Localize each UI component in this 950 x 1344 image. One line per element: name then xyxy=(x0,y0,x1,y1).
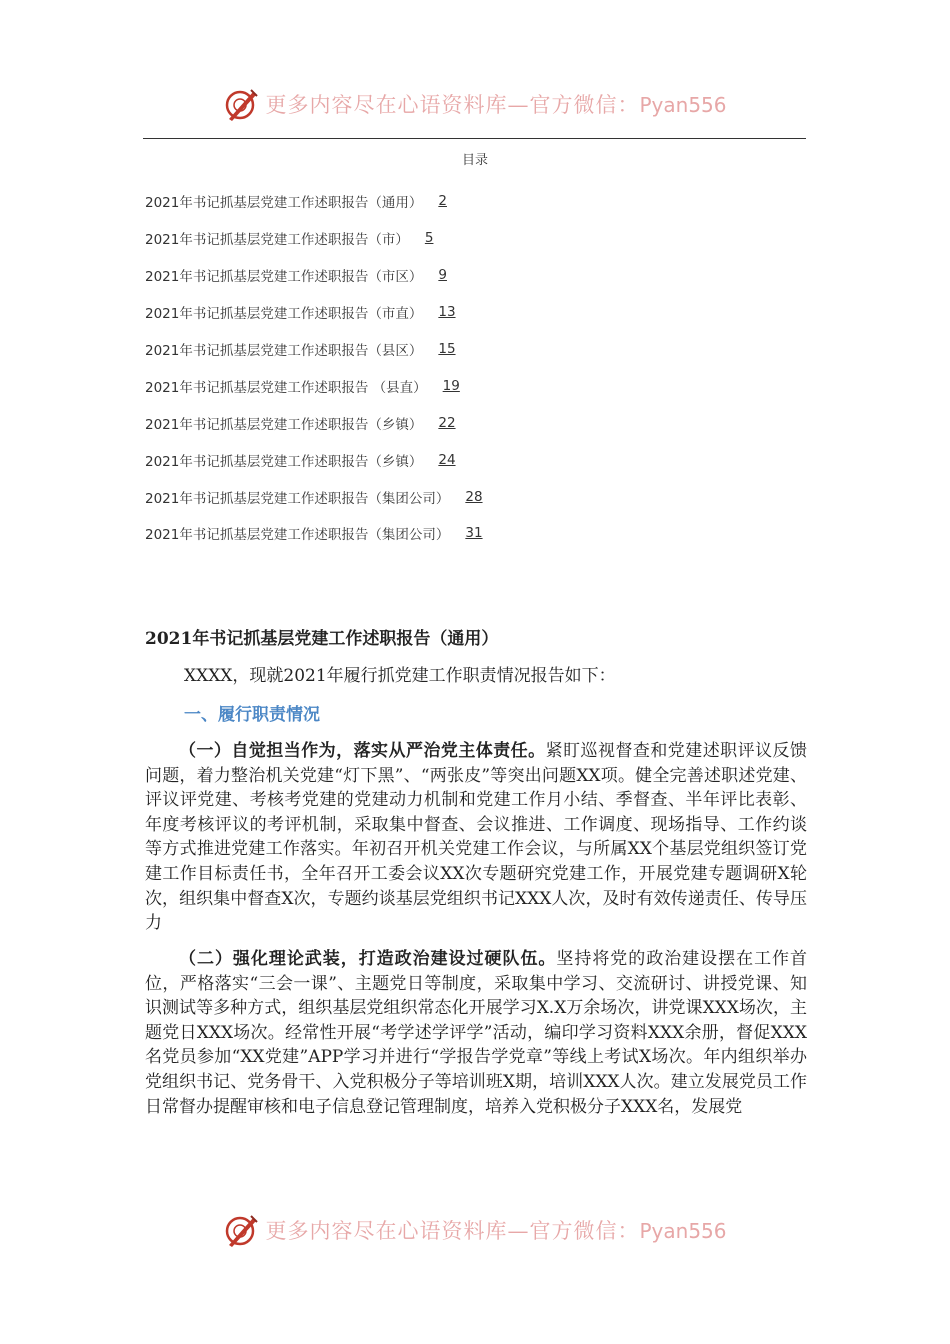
document-title: 2021年书记抓基层党建工作述职报告（通用） xyxy=(145,629,499,649)
toc-page-link[interactable]: 22 xyxy=(438,414,456,431)
header-divider xyxy=(143,138,806,139)
toc-page-link[interactable]: 19 xyxy=(442,377,460,394)
table-of-contents xyxy=(145,183,483,552)
toc-item[interactable] xyxy=(145,404,483,441)
banner-text: 更多内容尽在心语资料库—官方微信：Pyan556 xyxy=(265,1219,727,1243)
banner-wechat-id: Pyan556 xyxy=(639,1219,727,1243)
header-banner xyxy=(0,82,950,126)
toc-item[interactable] xyxy=(145,257,483,294)
toc-page-link[interactable]: 31 xyxy=(465,525,483,542)
toc-item[interactable] xyxy=(145,515,483,552)
toc-page-link[interactable]: 2 xyxy=(438,193,447,210)
toc-item[interactable] xyxy=(145,183,483,220)
toc-item-label: 2021年书记抓基层党建工作述职报告（集团公司） xyxy=(145,490,450,507)
toc-item-label: 2021年书记抓基层党建工作述职报告（市区） xyxy=(145,269,423,286)
toc-item[interactable] xyxy=(145,294,483,331)
toc-item-label: 2021年书记抓基层党建工作述职报告（市直） xyxy=(145,306,423,323)
toc-page-link[interactable]: 28 xyxy=(465,488,483,505)
section-heading: 一、履行职责情况 xyxy=(184,705,320,725)
footer-banner xyxy=(0,1208,950,1252)
paragraph-lead: （一）自觉担当作为，落实从严治党主体责任。 xyxy=(179,741,546,761)
banner-text: 更多内容尽在心语资料库—官方微信：Pyan556 xyxy=(265,93,727,117)
toc-item-label: 2021年书记抓基层党建工作述职报告（集团公司） xyxy=(145,527,450,544)
toc-item[interactable] xyxy=(145,441,483,478)
toc-item[interactable] xyxy=(145,478,483,515)
toc-item-label: 2021年书记抓基层党建工作述职报告 （县直） xyxy=(145,379,427,396)
banner-wechat-id: Pyan556 xyxy=(639,93,727,117)
paragraph-lead: （二）强化理论武装，打造政治建设过硬队伍。 xyxy=(179,949,557,969)
toc-item[interactable] xyxy=(145,220,483,257)
toc-page-link[interactable]: 5 xyxy=(424,230,434,247)
toc-page-link[interactable]: 13 xyxy=(438,304,456,321)
paragraph-text: 坚持将党的政治建设摆在工作首位，严格落实“三会一课”、主题党日等制度，采取集中学习、交流研讨、讲授党课、知识测试等多种方式，组织基层党组织常态化开展学习X.X万余场次，讲党课XXX场次，主题党日XXX场次。经常性开展“考学述学评学”活动，编印学习资料XXX余册，督促XXX名党员参加“XX党建”APP学习并进行“学报告学党章”等线上考试X场次。年内组织举办党组织书记、党务骨干、入党积极分子等培训班X期，培训XXX人次。建立发展党员工作日常督办提醒审核和电子信息登记管理制度，培养入党积极分子XXX名，发展党 xyxy=(145,949,808,1117)
toc-item-label: 2021年书记抓基层党建工作述职报告（通用） xyxy=(145,195,423,212)
toc-item-label: 2021年书记抓基层党建工作述职报告（乡镇） xyxy=(145,416,423,433)
body-paragraph xyxy=(145,739,807,936)
toc-page-link[interactable]: 9 xyxy=(438,267,447,284)
toc-item-label: 2021年书记抓基层党建工作述职报告（乡镇） xyxy=(145,453,423,470)
intro-paragraph: XXXX，现就2021年履行抓党建工作职责情况报告如下： xyxy=(184,666,616,686)
toc-item[interactable] xyxy=(145,367,483,404)
pen-circle-logo-icon xyxy=(223,1212,259,1248)
toc-item-label: 2021年书记抓基层党建工作述职报告（县区） xyxy=(145,343,423,359)
toc-page-link[interactable]: 24 xyxy=(438,451,456,468)
toc-title: 目录 xyxy=(461,153,488,168)
toc-page-link[interactable]: 15 xyxy=(438,341,456,357)
toc-item-label: 2021年书记抓基层党建工作述职报告（市） xyxy=(145,232,409,249)
body-paragraph xyxy=(145,947,807,1119)
paragraph-text: 紧盯巡视督查和党建述职评议反馈问题，着力整治机关党建“灯下黑”、“两张皮”等突出问题XX项。健全完善述职述党建、评议评党建、考核考党建的党建动力机制和党建工作月小结、季督查、半年评比表彰、年度考核评议的考评机制，采取集中督查、会议推进、工作调度、现场指导、工作约谈等方式推进党建工作落实。年初召开机关党建工作会议，与所属XX个基层党组织签订党建工作目标责任书，全年召开工委会议XX次专题研究党建工作，开展党建专题调研X轮次，组织集中督查X次，专题约谈基层党组织书记XXX人次，及时有效传递责任、传导压力 xyxy=(145,741,808,934)
pen-circle-logo-icon xyxy=(223,86,259,122)
toc-item[interactable] xyxy=(145,331,483,368)
